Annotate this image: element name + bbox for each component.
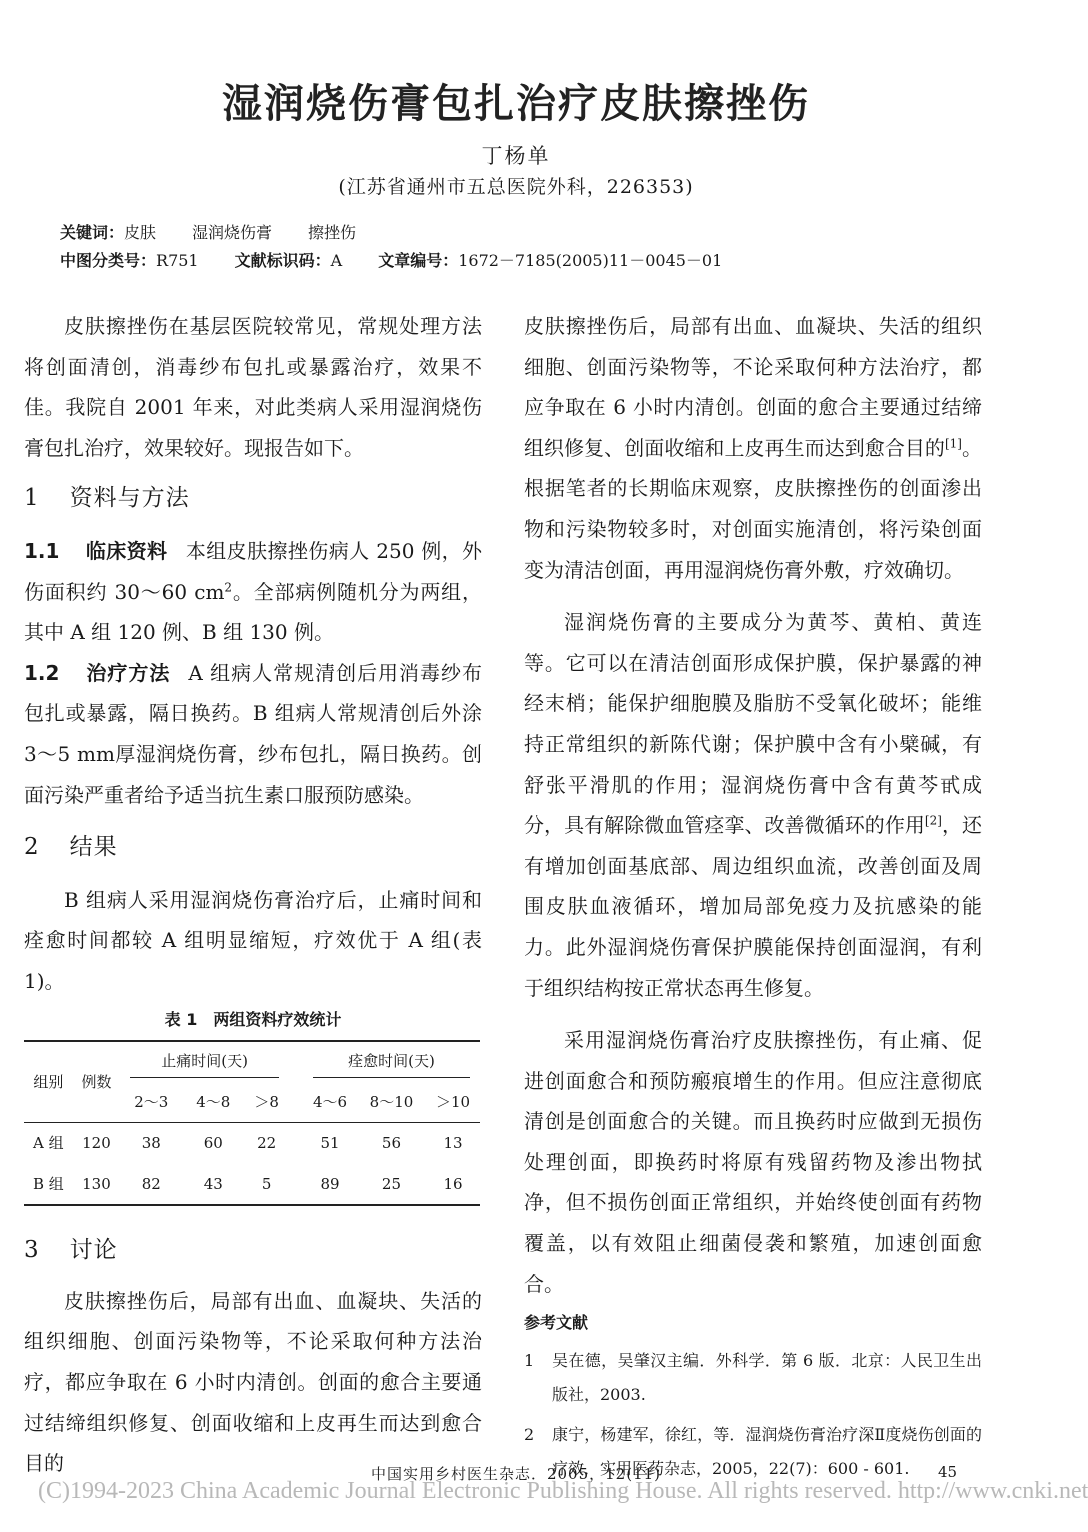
table-col-pain: 4～8 [196, 1092, 231, 1111]
section-1-heading: 1 资料与方法 [24, 485, 190, 512]
journal-footer: 中国实用乡村医生杂志．2005，12(11) [370, 1465, 662, 1483]
discussion-paragraph-2: 湿润烧伤膏的主要成分为黄芩、黄柏、黄连等。它可以在清洁创面形成保护膜，保护暴露的神经末梢；能保护细胞膜及脂肪不受氧化破坏；能维持正常组织的新陈代谢；保护膜中含有小檗碱，有舒张平滑肌的作用；湿润烧伤膏中含有黄芩甙成分，具有解除微血管痉挛、改善微循环的作用[2]，还有增加创面基底部、周边组织血流，改善创面及周围皮肤血液循环，增加局部免疫力及抗感染的能力。此外湿润烧伤膏保护膜能保持创面湿润，有利于组织结构按正常状态再生修复。 [524, 610, 983, 1000]
table-col-heal: 8～10 [369, 1092, 414, 1111]
clc-label: 中图分类号： [60, 251, 157, 270]
keywords-line [60, 220, 356, 243]
table-caption: 表 1 两组资料疗效统计 [164, 1009, 342, 1029]
subsection-1-1: 1.1 临床资料 本组皮肤擦挫伤病人 250 例，外伤面积约 30～60 $cm^2$。全部病例随机分为两组，其中 A 组 120 例、B 组 130 例。 [24, 538, 483, 645]
subsection-1-2: 1.2 治疗方法 A 组病人常规清创后用消毒纱布包扎或暴露，隔日换药。B 组病人常规清创后外涂 3～5 mm厚湿润烧伤膏，纱布包扎，隔日换药。创面污染严重者给予适当抗生素口服预防感染。 [24, 660, 482, 807]
paper-title: 湿润烧伤膏包扎治疗皮肤擦挫伤 [222, 81, 810, 127]
table-col-heal: ＞10 [435, 1092, 471, 1111]
subsection-1-2-heading: 1.2 治疗方法 [24, 660, 171, 685]
reference-item: 1 吴在德，吴肇汉主编．外科学．第 6 版．北京：人民卫生出版社，2003. [524, 1351, 982, 1405]
section-3-heading: 3 讨论 [24, 1237, 118, 1264]
doc-code-label: 文献标识码： [234, 251, 331, 270]
table-header-heal: 痊愈时间(天) [313, 1045, 470, 1078]
article-number-label: 文章编号： [378, 251, 459, 270]
table-header-pain: 止痛时间(天) [130, 1045, 279, 1078]
subsection-1-1-heading: 1.1 临床资料 [24, 538, 168, 563]
intro-paragraph: 皮肤擦挫伤在基层医院较常见，常规处理方法将创面清创，消毒纱布包扎或暴露治疗，效果不佳。我院自 2001 年来，对此类病人采用湿润烧伤膏包扎治疗，效果较好。现报告如下。 [24, 314, 482, 460]
table-row: B 组 130 82 43 5 89 25 16 [32, 1174, 463, 1193]
reference-item: 2 康宁，杨建军，徐红，等．湿润烧伤膏治疗深Ⅱ度烧伤创面的疗效．实用医药杂志，2005，22(7)：600 - 601. [524, 1425, 982, 1479]
table-col-pain: ＞8 [254, 1092, 279, 1111]
page-number: 45 [938, 1463, 958, 1481]
keyword: 皮肤 [124, 223, 157, 242]
copyright-watermark: (C)1994-2023 China Academic Journal Electronic Publishing House. All rights reserved. http://www.cnki.net [38, 1478, 1088, 1504]
discussion-paragraph-1-start: 皮肤擦挫伤后，局部有出血、血凝块、失活的组织细胞、创面污染物等，不论采取何种方法治疗，都应争取在 6 小时内清创。创面的愈合主要通过结缔组织修复、创面收缩和上皮再生而达到愈合目的 [24, 1288, 482, 1476]
article-number-value: 1672－7185(2005)11－0045－01 [458, 251, 723, 270]
author: 丁杨单 [481, 144, 551, 168]
table-row: A 组 120 38 60 22 51 56 13 [24, 1123, 480, 1164]
keywords-label: 关键词： [60, 223, 125, 242]
keyword: 湿润烧伤膏 [192, 223, 273, 242]
section-2-heading: 2 结果 [24, 834, 118, 861]
discussion-paragraph-1: 皮肤擦挫伤后，局部有出血、血凝块、失活的组织细胞、创面污染物等，不论采取何种方法治疗，都应争取在 6 小时内清创。创面的愈合主要通过结缔组织修复、创面收缩和上皮再生而达到愈合目的[1]。根据笔者的长期临床观察，皮肤擦挫伤的创面渗出物和污染物较多时，对创面实施清创，将污染创面变为清洁创面，再用湿润烧伤膏外敷，疗效确切。 [524, 314, 983, 582]
doc-code-value: A [330, 251, 343, 270]
table-col-pain: 2～3 [134, 1092, 169, 1111]
classification-line [60, 248, 722, 271]
references-heading: 参考文献 [524, 1313, 589, 1333]
keyword: 擦挫伤 [308, 223, 357, 242]
results-paragraph: B 组病人采用湿润烧伤膏治疗后，止痛时间和痊愈时间都较 A 组明显缩短，疗效优于 A 组(表 1)。 [24, 887, 482, 993]
affiliation: (江苏省通州市五总医院外科，226353) [338, 176, 694, 198]
clc-value: R751 [156, 251, 199, 270]
left-column [24, 306, 483, 1476]
right-column [524, 306, 982, 1486]
table-header-group: 组别 [33, 1072, 64, 1091]
table-header-count: 例数 [81, 1072, 112, 1091]
discussion-paragraph-3: 采用湿润烧伤膏治疗皮肤擦挫伤，有止痛、促进创面愈合和预防瘢痕增生的作用。但应注意彻底清创是创面愈合的关键。而且换药时应做到无损伤处理创面，即换药时将原有残留药物及渗出物拭净，但不损伤创面正常组织，并始终使创面有药物覆盖，以有效阻止细菌侵袭和繁殖，加速创面愈合。 [524, 1028, 982, 1296]
table-col-heal: 4～6 [312, 1092, 348, 1111]
results-table [24, 1040, 480, 1207]
